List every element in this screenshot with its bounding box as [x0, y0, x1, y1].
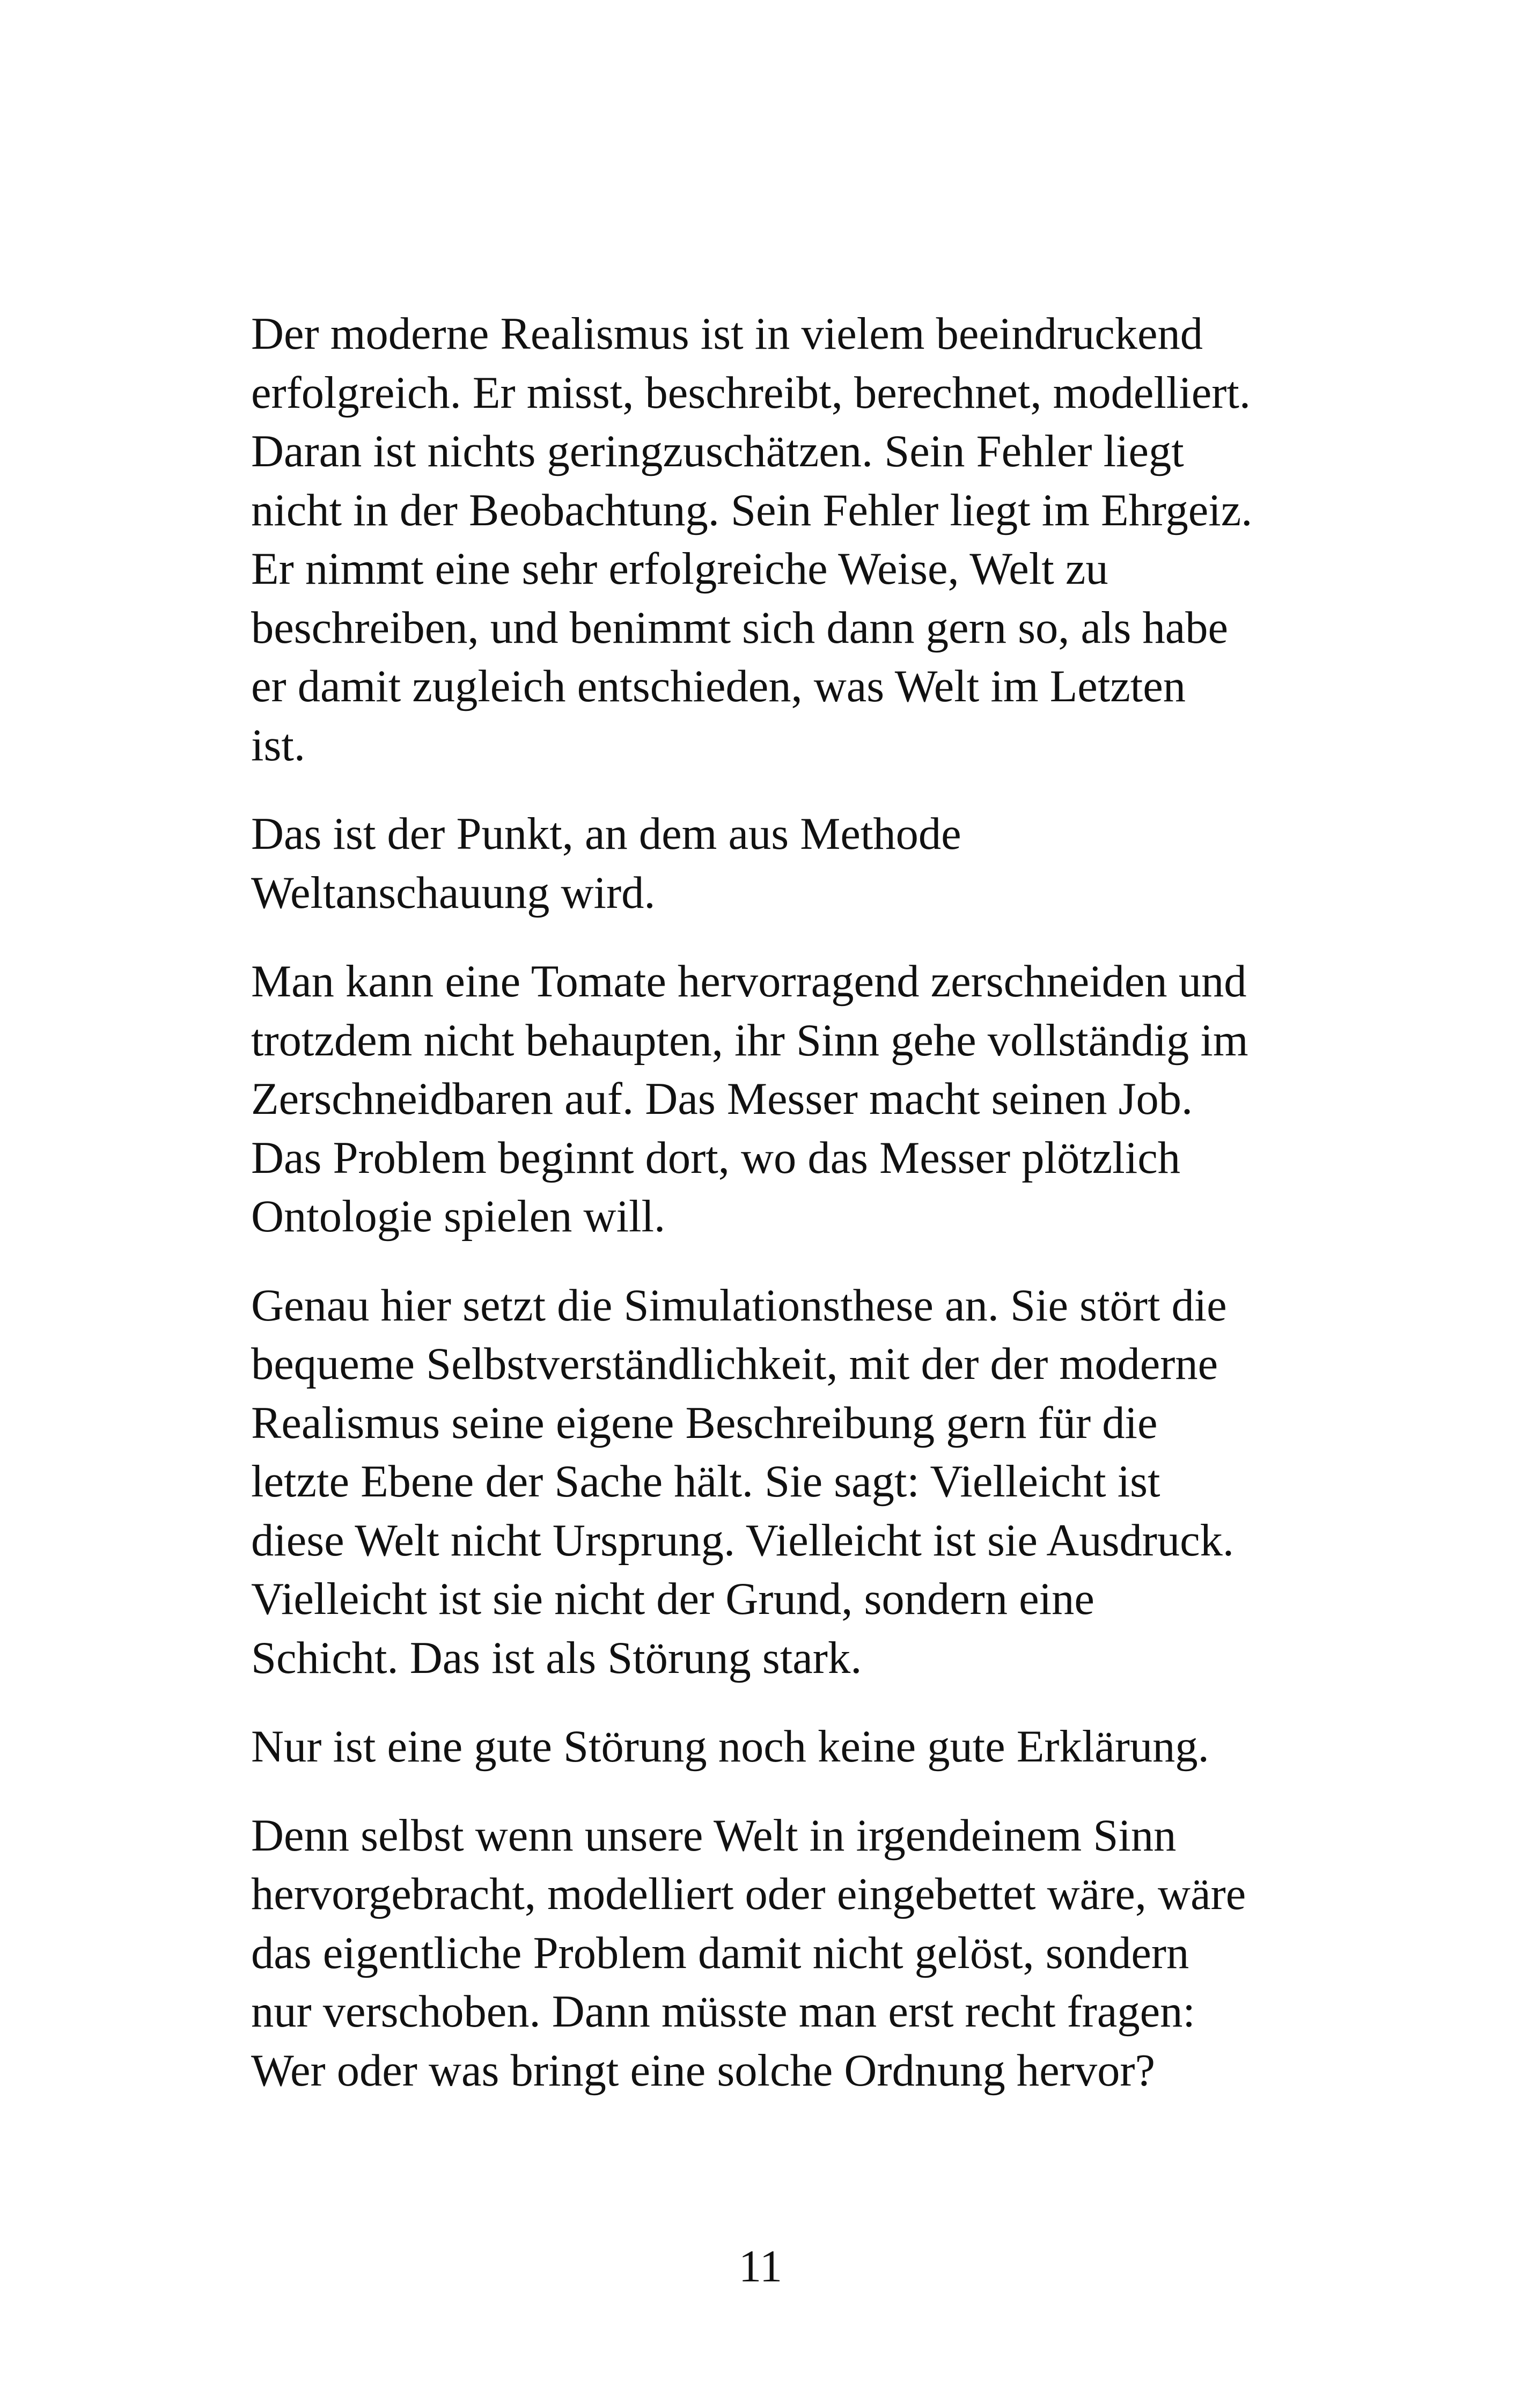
body-text [251, 305, 1281, 2100]
paragraph-disturbance [251, 1717, 1281, 1776]
text-line: Realismus seine eigene Beschreibung gern für die [251, 1398, 1158, 1448]
text-line: bequeme Selbstverständlichkeit, mit der der moderne [251, 1339, 1218, 1389]
text-line: Er nimmt eine sehr erfolgreiche Weise, Welt zu [251, 544, 1108, 594]
text-line: Schicht. Das ist als Störung stark. [251, 1633, 862, 1683]
text-line: Der moderne Realismus ist in vielem beeindruckend [251, 309, 1203, 359]
text-line: Ontologie spielen will. [251, 1192, 666, 1242]
text-line: Genau hier setzt die Simulationsthese an. Sie stört die [251, 1280, 1227, 1331]
text-line: Nur ist eine gute Störung noch keine gute Erklärung. [251, 1722, 1209, 1772]
paragraph-simulation [251, 1276, 1281, 1688]
paragraph-tomato [251, 952, 1281, 1246]
text-line: beschreiben, und benimmt sich dann gern so, als habe [251, 603, 1228, 653]
page-number: 11 [738, 2242, 783, 2292]
text-line: Weltanschauung wird. [251, 868, 656, 918]
text-line: Man kann eine Tomate hervorragend zerschneiden und [251, 957, 1247, 1007]
text-line: nicht in der Beobachtung. Sein Fehler liegt im Ehrgeiz. [251, 485, 1253, 535]
text-line: Das ist der Punkt, an dem aus Methode [251, 809, 961, 859]
text-line: erfolgreich. Er misst, beschreibt, berechnet, modelliert. [251, 368, 1251, 418]
text-line: Vielleicht ist sie nicht der Grund, sondern eine [251, 1574, 1094, 1624]
paragraph-realism [251, 305, 1281, 775]
text-line: nur verschoben. Dann müsste man erst recht fragen: [251, 1987, 1195, 2037]
text-line: Zerschneidbaren auf. Das Messer macht seinen Job. [251, 1074, 1193, 1124]
paragraph-method [251, 805, 1281, 922]
text-line: Wer oder was bringt eine solche Ordnung hervor? [251, 2045, 1155, 2096]
paragraph-question [251, 1807, 1281, 2101]
text-line: er damit zugleich entschieden, was Welt im Letzten [251, 662, 1186, 711]
text-line: ist. [251, 720, 305, 770]
text-line: trotzdem nicht behaupten, ihr Sinn gehe vollständig im [251, 1015, 1248, 1066]
text-line: hervorgebracht, modelliert oder eingebettet wäre, wäre [251, 1869, 1246, 1919]
text-line: Das Problem beginnt dort, wo das Messer plötzlich [251, 1133, 1180, 1183]
text-line: diese Welt nicht Ursprung. Vielleicht ist sie Ausdruck. [251, 1515, 1234, 1566]
text-line: letzte Ebene der Sache hält. Sie sagt: Vielleicht ist [251, 1457, 1160, 1507]
text-line: das eigentliche Problem damit nicht gelöst, sondern [251, 1928, 1189, 1978]
text-line: Daran ist nichts geringzuschätzen. Sein Fehler liegt [251, 427, 1184, 476]
text-line: Denn selbst wenn unsere Welt in irgendeinem Sinn [251, 1810, 1177, 1861]
